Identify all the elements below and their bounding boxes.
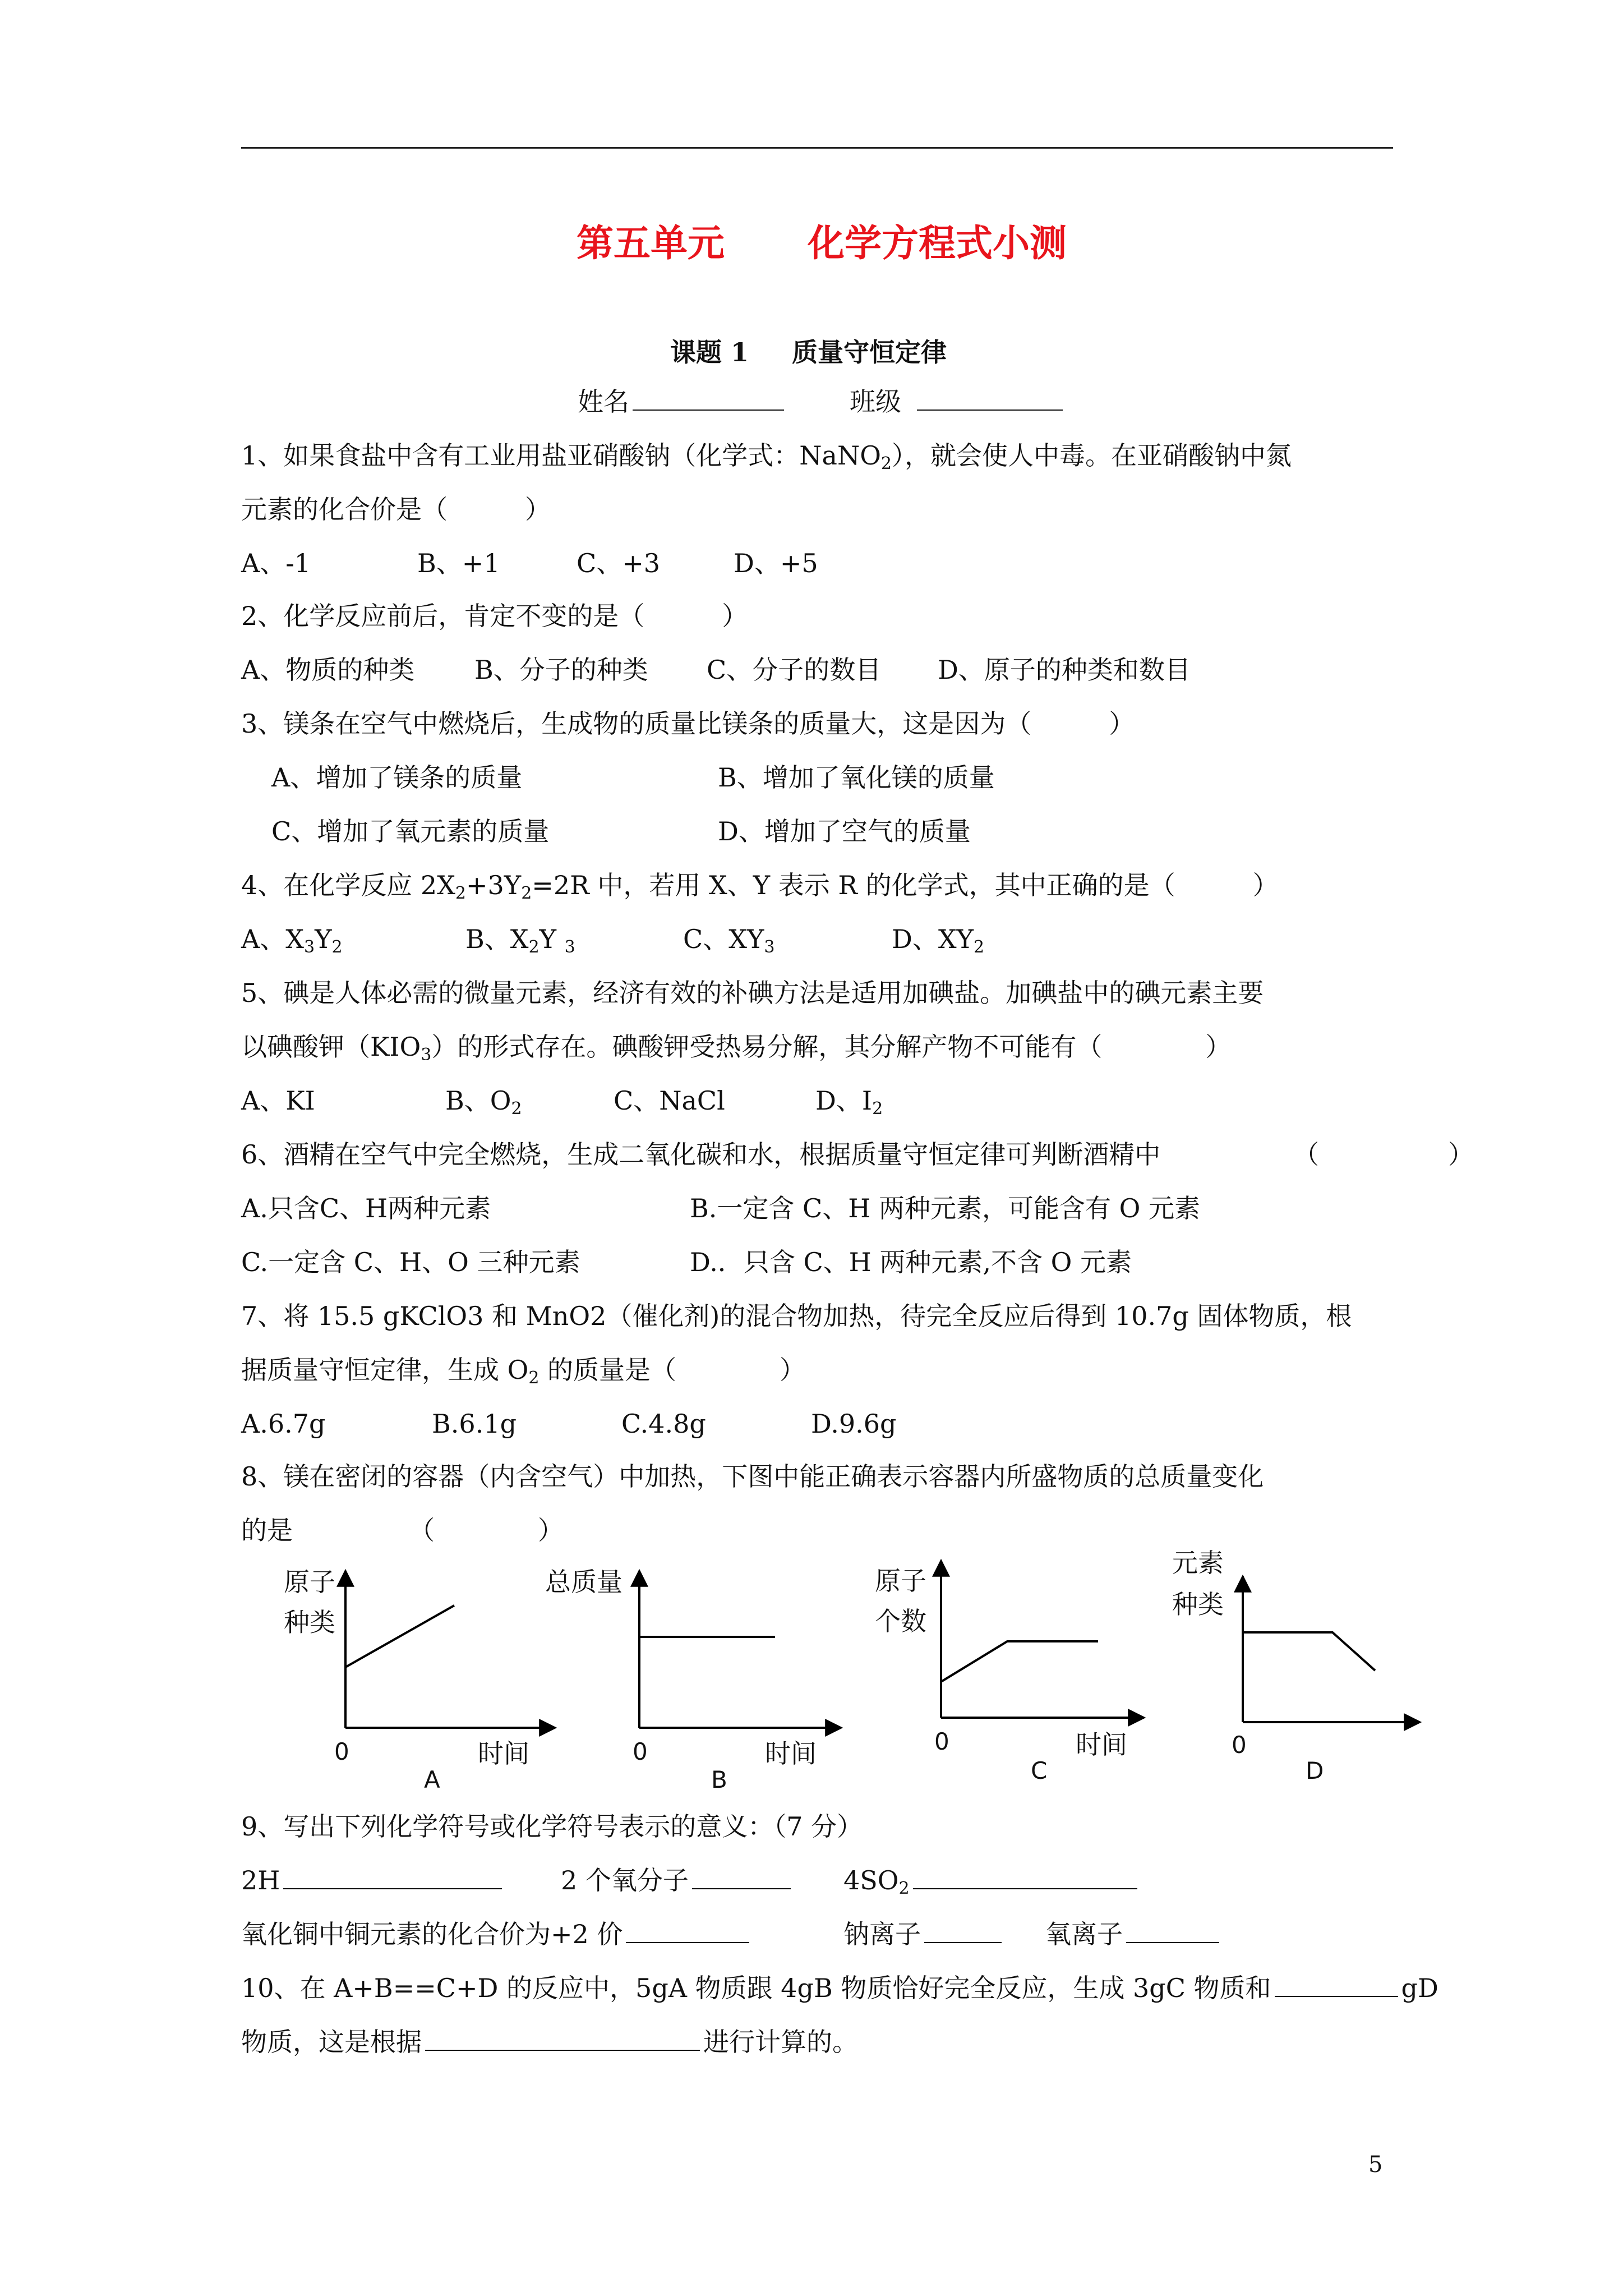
lesson-number: 课题 1 xyxy=(670,337,749,367)
q5-line1: 5、碘是人体必需的微量元素，经济有效的补碘方法是适用加碘盐。加碘盐中的碘元素主要 xyxy=(241,978,1264,1008)
q2-option-d[interactable]: D、原子的种类和数目 xyxy=(938,655,1191,685)
q10-line1: 10、在 A+B==C+D 的反应中，5gA 物质跟 4gB 物质恰好完全反应，生成 3gC 物质和 gD xyxy=(241,1971,1438,2005)
q5-option-d[interactable]: D、$I_2$ xyxy=(815,1085,883,1119)
graph-a-caption: A xyxy=(424,1766,440,1793)
q10-line2: 物质，这是根据 进行计算的。 xyxy=(241,2025,858,2059)
q7-option-d[interactable]: D.9.6g xyxy=(811,1409,897,1439)
q2-stem: 2、化学反应前后，肯定不变的是（ ） xyxy=(241,601,748,631)
q6-option-a[interactable]: A.只含C、H两种元素 xyxy=(241,1193,491,1223)
q9-item-4so2[interactable]: $4SO_2$ xyxy=(843,1864,1137,1897)
q3-option-d[interactable]: D、增加了空气的质量 xyxy=(718,816,971,846)
graph-a-curve xyxy=(345,1605,454,1667)
q9-item-2-oxygen-molecules[interactable]: 2 个氧分子 xyxy=(561,1864,791,1897)
q5-option-c[interactable]: C、NaCl xyxy=(614,1085,725,1116)
q3-option-a[interactable]: A、增加了镁条的质量 xyxy=(271,762,523,793)
q5-option-a[interactable]: A、KI xyxy=(241,1085,315,1116)
q9-blank-sodium-ion[interactable] xyxy=(924,1917,1002,1943)
q1-option-a[interactable]: A、-1 xyxy=(241,548,311,578)
q7-option-c[interactable]: C.4.8g xyxy=(621,1409,706,1439)
graph-a-ylabel-2: 种类 xyxy=(284,1607,335,1637)
unit-title: 第五单元 xyxy=(577,221,725,265)
graph-c[interactable] xyxy=(941,1561,1144,1718)
q9-blank-2-oxygen-molecules[interactable] xyxy=(692,1864,791,1889)
q9-blank-2h[interactable] xyxy=(283,1864,502,1889)
q1-option-d[interactable]: D、+5 xyxy=(734,548,818,578)
q9-blank-4so2[interactable] xyxy=(913,1864,1137,1889)
graph-b-caption: B xyxy=(711,1766,727,1793)
graph-a[interactable] xyxy=(345,1571,555,1728)
q6-option-d[interactable]: D.．只含 C、H 两种元素,不含 O 元素 xyxy=(690,1247,1132,1277)
q5-option-b[interactable]: B、$O_2$ xyxy=(445,1085,522,1119)
graph-c-caption: C xyxy=(1031,1757,1048,1784)
q6-option-c[interactable]: C.一定含 C、H、O 三种元素 xyxy=(241,1247,580,1277)
q10-blank-law[interactable] xyxy=(425,2025,700,2051)
q9-stem: 9、写出下列化学符号或化学符号表示的意义：（7 分） xyxy=(241,1811,863,1842)
graph-d-caption: D xyxy=(1306,1757,1324,1784)
q4-option-a[interactable]: A、$X_3Y_2$ xyxy=(241,924,343,957)
q6-answer-paren[interactable]: （ ） xyxy=(1293,1139,1474,1170)
graph-c-ylabel-2: 个数 xyxy=(875,1606,926,1636)
q9-item-sodium-ion[interactable]: 钠离子 xyxy=(843,1917,1002,1951)
q8-line1: 8、镁在密闭的容器（内含空气）中加热，下图中能正确表示容器内所盛物质的总质量变化 xyxy=(241,1461,1264,1492)
name-label: 姓名 xyxy=(578,386,629,417)
q6-option-b[interactable]: B.一定含 C、H 两种元素，可能含有 O 元素 xyxy=(690,1193,1200,1223)
page-number: 5 xyxy=(1368,2152,1383,2178)
graph-c-curve xyxy=(941,1641,1098,1682)
q7-line1: 7、将 15.5 gKClO3 和 MnO2（催化剂)的混合物加热，待完全反应后得到 10.7g 固体物质，根 xyxy=(241,1301,1352,1331)
q9-item-2h[interactable]: 2H xyxy=(241,1864,502,1897)
q2-option-b[interactable]: B、分子的种类 xyxy=(474,655,648,685)
q7-line2: 据质量守恒定律，生成 $O_2$ 的质量是（ ） xyxy=(241,1355,806,1388)
q7-option-a[interactable]: A.6.7g xyxy=(241,1409,326,1439)
q4-stem: 4、在化学反应 $2X_2+3Y_2=2R$ 中，若用 X、Y 表示 R 的化学式，其中正确的是（ ） xyxy=(241,870,1279,903)
graph-d-origin: 0 xyxy=(1232,1731,1247,1759)
graph-d-curve xyxy=(1243,1632,1375,1671)
q7-option-b[interactable]: B.6.1g xyxy=(432,1409,517,1439)
q8-line2: 的是 （ ） xyxy=(241,1515,564,1545)
q10-blank-d-mass[interactable] xyxy=(1275,1971,1398,1997)
q4-option-d[interactable]: D、$XY_2$ xyxy=(892,924,985,957)
graph-b[interactable] xyxy=(639,1571,841,1728)
q4-option-c[interactable]: C、$XY_3$ xyxy=(683,924,775,957)
graph-b-ylabel: 总质量 xyxy=(545,1567,623,1597)
q5-line2: 以碘酸钾$(KIO_3)$的形式存在。碘酸钾受热易分解，其分解产物不可能有（ ） xyxy=(241,1032,1232,1065)
q9-item-oxygen-ion[interactable]: 氧离子 xyxy=(1045,1917,1219,1951)
graph-d-ylabel-1: 元素 xyxy=(1172,1548,1224,1578)
quiz-title: 化学方程式小测 xyxy=(808,221,1067,265)
q9-item-copper-valence[interactable]: 氧化铜中铜元素的化合价为+2 价 xyxy=(241,1917,749,1951)
graph-d-ylabel-2: 种类 xyxy=(1172,1589,1224,1619)
graph-c-ylabel-1: 原子 xyxy=(875,1566,926,1596)
q4-option-b[interactable]: B、$X_2Y$ $_3$ xyxy=(465,924,575,957)
q3-option-b[interactable]: B、增加了氧化镁的质量 xyxy=(718,762,995,793)
q3-option-c[interactable]: C、增加了氧元素的质量 xyxy=(271,816,550,846)
graph-a-ylabel-1: 原子 xyxy=(284,1567,335,1597)
q3-stem: 3、镁条在空气中燃烧后，生成物的质量比镁条的质量大，这是因为（ ） xyxy=(241,708,1135,739)
graph-a-xlabel: 时间 xyxy=(478,1738,529,1769)
q2-option-c[interactable]: C、分子的数目 xyxy=(707,655,882,685)
q9-blank-oxygen-ion[interactable] xyxy=(1126,1917,1219,1943)
graph-b-xlabel: 时间 xyxy=(765,1738,817,1769)
q6-stem: 6、酒精在空气中完全燃烧，生成二氧化碳和水，根据质量守恒定律可判断酒精中 xyxy=(241,1139,1161,1170)
class-label: 班级 xyxy=(850,386,901,417)
graph-b-origin: 0 xyxy=(633,1738,648,1765)
q1-line1: 1、如果食盐中含有工业用盐亚硝酸钠（化学式：NaNO$_2$），就会使人中毒。在亚硝酸钠中氮 xyxy=(241,440,1292,473)
graph-d[interactable] xyxy=(1243,1576,1420,1722)
q1-line2: 元素的化合价是（ ） xyxy=(241,494,551,524)
lesson-title: 质量守恒定律 xyxy=(792,337,947,367)
q9-blank-copper-valence[interactable] xyxy=(626,1917,749,1943)
graph-c-xlabel: 时间 xyxy=(1076,1729,1127,1760)
graph-a-origin: 0 xyxy=(334,1738,349,1765)
graph-c-origin: 0 xyxy=(934,1728,949,1755)
q2-option-a[interactable]: A、物质的种类 xyxy=(241,655,415,685)
q1-option-c[interactable]: C、+3 xyxy=(577,548,661,578)
q1-option-b[interactable]: B、+1 xyxy=(417,548,500,578)
